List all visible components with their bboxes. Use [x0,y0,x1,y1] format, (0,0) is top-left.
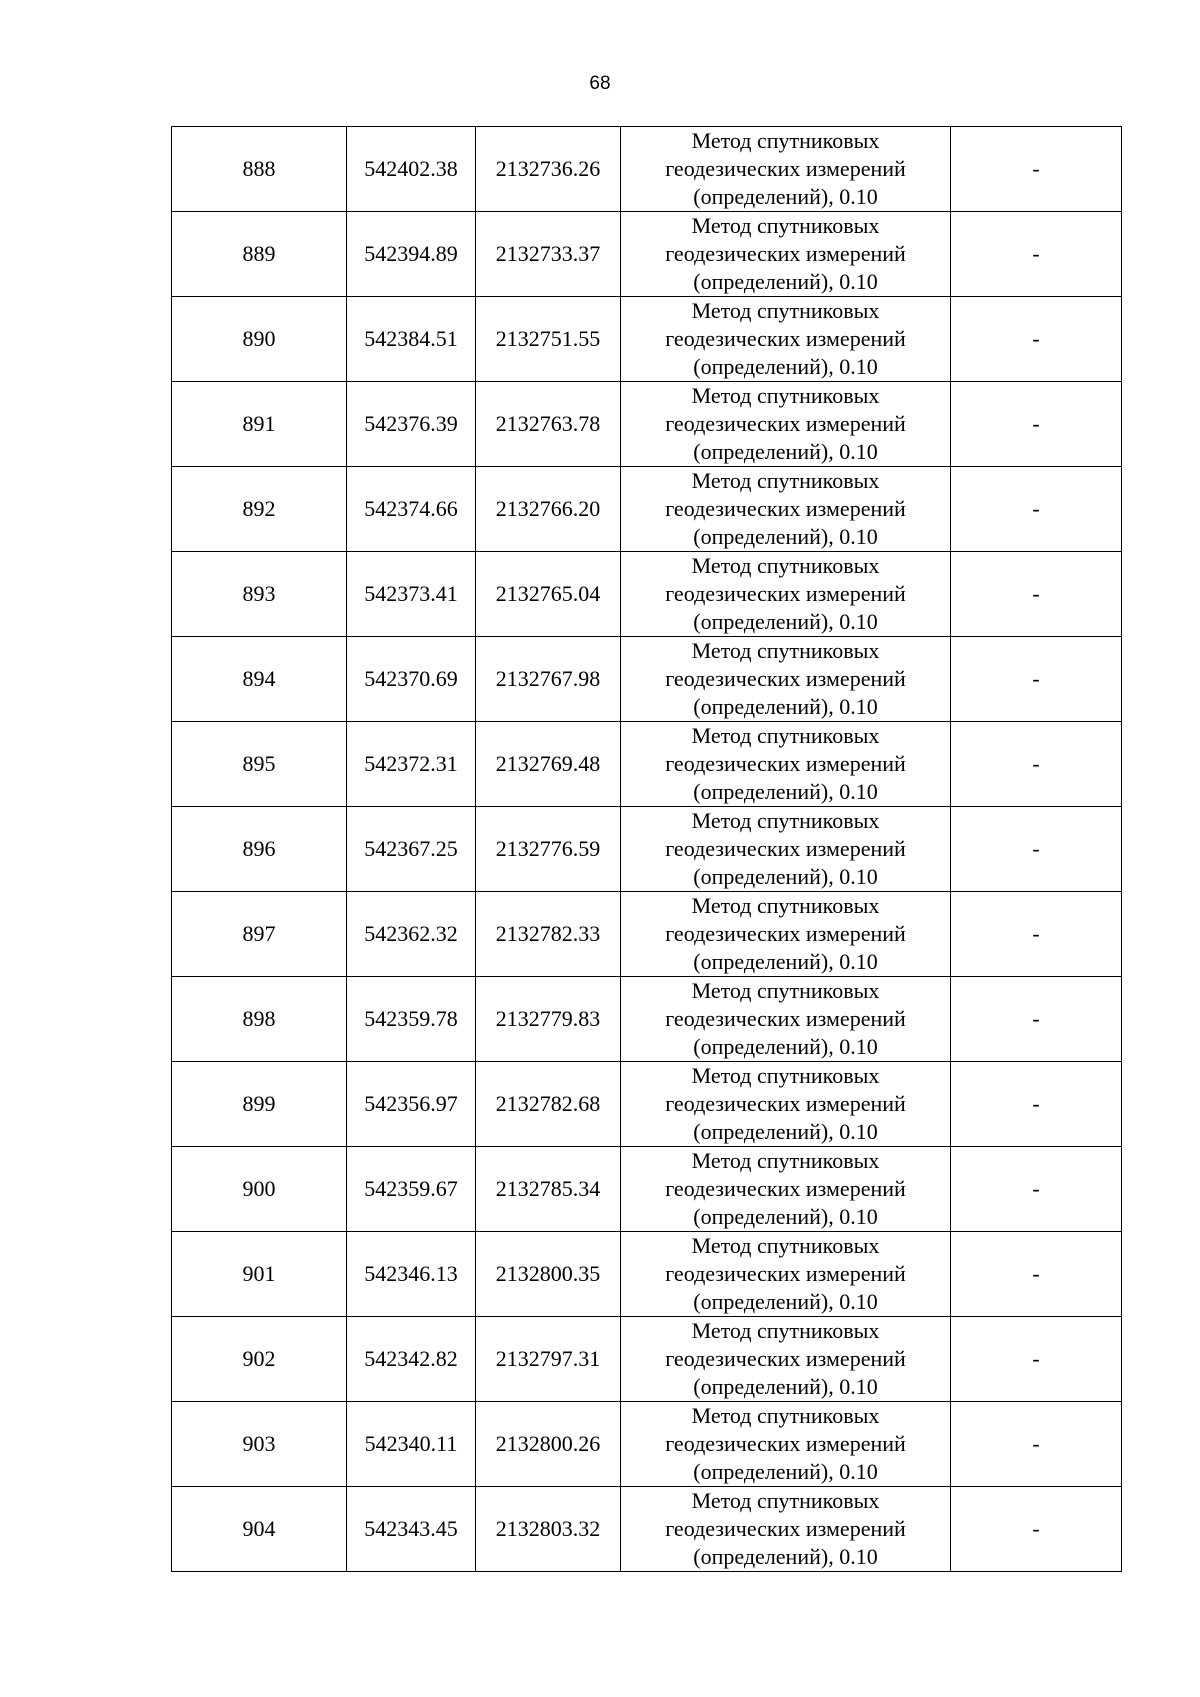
x-coordinate-cell: 542359.67 [347,1147,476,1232]
method-cell [621,892,951,977]
note-cell: - [951,467,1122,552]
y-coordinate-cell: 2132779.83 [476,977,621,1062]
method-line: Метод спутниковых [691,298,880,323]
method-line: (определений), 0.10 [693,1374,878,1399]
method-cell [621,297,951,382]
method-line: геодезических измерений [665,1006,906,1031]
table-row [172,1317,1122,1402]
note-cell: - [951,382,1122,467]
method-line: (определений), 0.10 [693,694,878,719]
method-line: Метод спутниковых [691,723,880,748]
method-line: геодезических измерений [665,1346,906,1371]
x-coordinate-cell: 542362.32 [347,892,476,977]
method-line: Метод спутниковых [691,553,880,578]
method-line: геодезических измерений [665,1431,906,1456]
note-cell: - [951,1232,1122,1317]
y-coordinate-cell: 2132800.26 [476,1402,621,1487]
method-line: (определений), 0.10 [693,949,878,974]
method-line: геодезических измерений [665,751,906,776]
method-cell [621,552,951,637]
y-coordinate-cell: 2132767.98 [476,637,621,722]
method-line: Метод спутниковых [691,1318,880,1343]
point-number-cell: 892 [172,467,347,552]
method-cell [621,1062,951,1147]
method-line: (определений), 0.10 [693,1119,878,1144]
point-number-cell: 890 [172,297,347,382]
method-line: Метод спутниковых [691,978,880,1003]
method-line: (определений), 0.10 [693,1544,878,1569]
point-number-cell: 896 [172,807,347,892]
table-row [172,552,1122,637]
method-cell [621,1487,951,1572]
y-coordinate-cell: 2132769.48 [476,722,621,807]
point-number-cell: 901 [172,1232,347,1317]
method-line: (определений), 0.10 [693,864,878,889]
method-line: Метод спутниковых [691,1488,880,1513]
method-line: Метод спутниковых [691,468,880,493]
method-line: (определений), 0.10 [693,779,878,804]
table-row [172,722,1122,807]
x-coordinate-cell: 542394.89 [347,212,476,297]
method-line: геодезических измерений [665,581,906,606]
method-line: (определений), 0.10 [693,439,878,464]
note-cell: - [951,1147,1122,1232]
method-line: (определений), 0.10 [693,1289,878,1314]
table-row [172,297,1122,382]
x-coordinate-cell: 542346.13 [347,1232,476,1317]
method-line: Метод спутниковых [691,383,880,408]
note-cell: - [951,127,1122,212]
table-body [172,127,1122,1572]
note-cell: - [951,807,1122,892]
note-cell: - [951,1487,1122,1572]
method-cell [621,382,951,467]
table-row [172,382,1122,467]
table-row [172,467,1122,552]
method-line: геодезических измерений [665,921,906,946]
method-line: геодезических измерений [665,156,906,181]
note-cell: - [951,977,1122,1062]
method-line: Метод спутниковых [691,808,880,833]
method-cell [621,1147,951,1232]
x-coordinate-cell: 542376.39 [347,382,476,467]
method-line: геодезических измерений [665,1091,906,1116]
method-line: геодезических измерений [665,666,906,691]
y-coordinate-cell: 2132763.78 [476,382,621,467]
table-row [172,212,1122,297]
method-line: геодезических измерений [665,1176,906,1201]
method-line: Метод спутниковых [691,1063,880,1088]
x-coordinate-cell: 542359.78 [347,977,476,1062]
table-row [172,127,1122,212]
x-coordinate-cell: 542374.66 [347,467,476,552]
x-coordinate-cell: 542340.11 [347,1402,476,1487]
y-coordinate-cell: 2132751.55 [476,297,621,382]
method-line: Метод спутниковых [691,128,880,153]
y-coordinate-cell: 2132765.04 [476,552,621,637]
note-cell: - [951,1402,1122,1487]
table-row [172,892,1122,977]
x-coordinate-cell: 542370.69 [347,637,476,722]
method-cell [621,1232,951,1317]
method-line: (определений), 0.10 [693,269,878,294]
method-line: геодезических измерений [665,411,906,436]
x-coordinate-cell: 542373.41 [347,552,476,637]
note-cell: - [951,212,1122,297]
method-line: геодезических измерений [665,326,906,351]
point-number-cell: 902 [172,1317,347,1402]
point-number-cell: 898 [172,977,347,1062]
table-row [172,637,1122,722]
method-line: Метод спутниковых [691,1148,880,1173]
method-line: геодезических измерений [665,1261,906,1286]
table-row [172,1402,1122,1487]
y-coordinate-cell: 2132782.68 [476,1062,621,1147]
method-line: (определений), 0.10 [693,1034,878,1059]
x-coordinate-cell: 542372.31 [347,722,476,807]
method-cell [621,977,951,1062]
method-cell [621,127,951,212]
note-cell: - [951,637,1122,722]
point-number-cell: 897 [172,892,347,977]
point-number-cell: 903 [172,1402,347,1487]
coordinates-table [171,126,1122,1572]
table-row [172,977,1122,1062]
point-number-cell: 900 [172,1147,347,1232]
method-line: геодезических измерений [665,496,906,521]
method-line: геодезических измерений [665,836,906,861]
point-number-cell: 891 [172,382,347,467]
y-coordinate-cell: 2132785.34 [476,1147,621,1232]
method-cell [621,1317,951,1402]
table-row [172,1232,1122,1317]
method-cell [621,722,951,807]
method-line: (определений), 0.10 [693,609,878,634]
table-row [172,1147,1122,1232]
method-cell [621,467,951,552]
method-line: Метод спутниковых [691,638,880,663]
table-row [172,1062,1122,1147]
note-cell: - [951,722,1122,807]
y-coordinate-cell: 2132733.37 [476,212,621,297]
y-coordinate-cell: 2132797.31 [476,1317,621,1402]
point-number-cell: 893 [172,552,347,637]
page-number: 68 [589,73,611,94]
method-line: (определений), 0.10 [693,1204,878,1229]
method-line: (определений), 0.10 [693,1459,878,1484]
y-coordinate-cell: 2132776.59 [476,807,621,892]
table-row [172,1487,1122,1572]
method-line: Метод спутниковых [691,893,880,918]
x-coordinate-cell: 542384.51 [347,297,476,382]
method-cell [621,807,951,892]
method-line: Метод спутниковых [691,1403,880,1428]
point-number-cell: 894 [172,637,347,722]
point-number-cell: 904 [172,1487,347,1572]
x-coordinate-cell: 542343.45 [347,1487,476,1572]
note-cell: - [951,892,1122,977]
y-coordinate-cell: 2132803.32 [476,1487,621,1572]
x-coordinate-cell: 542367.25 [347,807,476,892]
x-coordinate-cell: 542342.82 [347,1317,476,1402]
y-coordinate-cell: 2132766.20 [476,467,621,552]
point-number-cell: 888 [172,127,347,212]
point-number-cell: 899 [172,1062,347,1147]
method-cell [621,1402,951,1487]
method-line: Метод спутниковых [691,213,880,238]
method-line: (определений), 0.10 [693,354,878,379]
note-cell: - [951,297,1122,382]
method-cell [621,212,951,297]
x-coordinate-cell: 542402.38 [347,127,476,212]
point-number-cell: 889 [172,212,347,297]
note-cell: - [951,552,1122,637]
note-cell: - [951,1317,1122,1402]
y-coordinate-cell: 2132800.35 [476,1232,621,1317]
method-line: (определений), 0.10 [693,184,878,209]
method-line: Метод спутниковых [691,1233,880,1258]
x-coordinate-cell: 542356.97 [347,1062,476,1147]
table-row [172,807,1122,892]
y-coordinate-cell: 2132736.26 [476,127,621,212]
method-cell [621,637,951,722]
point-number-cell: 895 [172,722,347,807]
method-line: геодезических измерений [665,241,906,266]
note-cell: - [951,1062,1122,1147]
y-coordinate-cell: 2132782.33 [476,892,621,977]
method-line: (определений), 0.10 [693,524,878,549]
method-line: геодезических измерений [665,1516,906,1541]
